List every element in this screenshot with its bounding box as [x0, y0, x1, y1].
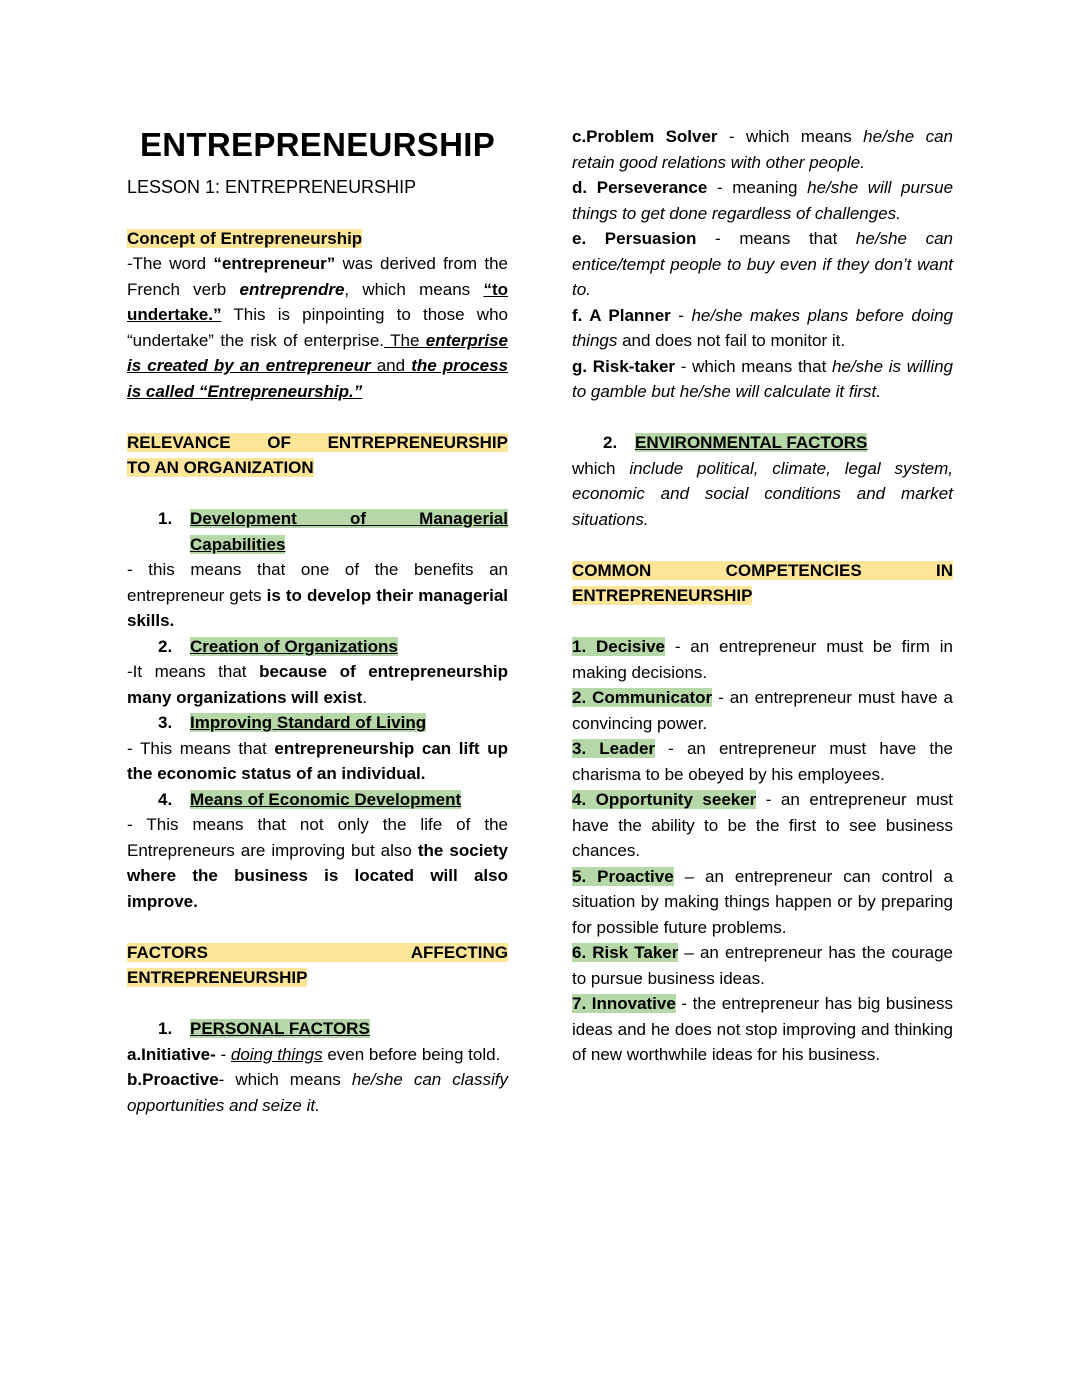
text-span: g. Risk-taker — [572, 356, 676, 376]
para-means-of-economic-development — [127, 812, 508, 914]
heading-concept-of-entrepreneurship — [127, 226, 508, 252]
text-span: “entrepreneur” — [213, 254, 336, 273]
highlighted-text: 6. Risk Taker — [572, 943, 679, 962]
text-span: even before being told. — [322, 1044, 501, 1064]
text-line — [572, 787, 953, 864]
para-problem-solver — [572, 124, 953, 175]
gap — [127, 404, 508, 430]
highlighted-text: Means of Economic Development — [190, 789, 462, 809]
list-heading-development-of-managerial-capabilities — [127, 506, 508, 557]
highlighted-text: ENTREPRENEURSHIP — [127, 968, 308, 987]
text-span: doing things — [230, 1044, 323, 1064]
text-line — [572, 940, 953, 991]
text-line — [572, 456, 953, 533]
highlighted-text: 4. Opportunity seeker — [572, 790, 757, 809]
text-line — [127, 124, 508, 166]
text-span: he/she can retain good relations with other people. — [572, 127, 953, 172]
text-line — [127, 940, 508, 966]
text-line — [572, 583, 953, 609]
list-number: 4. — [158, 789, 173, 809]
text-span: - means that — [696, 229, 856, 248]
text-span: LESSON 1: ENTREPRENEURSHIP — [127, 177, 417, 197]
text-line — [572, 303, 953, 354]
text-span: - which means — [717, 127, 864, 146]
text-span: which — [572, 458, 630, 478]
text-span: d. Perseverance — [572, 178, 708, 197]
text-line — [127, 812, 508, 914]
text-line — [572, 736, 953, 787]
text-span: the process is called — [127, 356, 508, 401]
highlighted-text: Concept of Entrepreneurship — [127, 228, 363, 248]
lesson-subtitle — [127, 174, 508, 200]
text-line — [190, 1016, 508, 1042]
text-line — [572, 354, 953, 405]
text-line — [127, 430, 508, 456]
text-line — [572, 558, 953, 584]
text-line — [190, 787, 508, 813]
text-span: - — [215, 1044, 231, 1064]
gap — [127, 914, 508, 940]
text-line — [572, 634, 953, 685]
text-span: “Entrepreneurship.” — [194, 381, 363, 401]
text-span: - This means that not only the life of the Entrepreneurs are improving but also — [127, 815, 508, 860]
list-heading-environmental-factors — [572, 430, 953, 456]
highlighted-text: ENVIRONMENTAL FACTORS — [635, 433, 868, 452]
text-span: – an entrepreneur has the courage to pursue business ideas. — [572, 943, 953, 988]
list-number: 3. — [158, 713, 173, 732]
competency-leader — [572, 736, 953, 787]
text-span: he/she is willing to gamble but he/she will calculate it first. — [572, 356, 953, 401]
text-span: enterprise is created by an entrepreneur — [127, 330, 508, 375]
text-span: - an entrepreneur must have a convincing power. — [572, 688, 953, 733]
highlighted-text: PERSONAL FACTORS — [190, 1019, 370, 1038]
text-span: - an entrepreneur must be firm in making decisions. — [572, 637, 953, 682]
text-span: a.Initiative- — [127, 1044, 216, 1064]
gap — [572, 405, 953, 431]
text-span: - — [670, 305, 692, 325]
text-span: he/she can classify opportunities and seize it. — [127, 1070, 508, 1115]
gap — [127, 991, 508, 1017]
highlighted-text: Creation of Organizations — [190, 636, 398, 656]
text-span: include political, climate, legal system, economic and social conditions and market situations. — [572, 458, 954, 529]
text-line — [127, 736, 508, 787]
text-span: - this means that one of the benefits an entrepreneur gets — [127, 560, 508, 605]
text-span: is to develop their managerial skills. — [127, 585, 508, 630]
para-risk-taker — [572, 354, 953, 405]
text-line — [127, 226, 508, 252]
highlighted-text: 2. Communicator — [572, 688, 713, 707]
text-span: c.Problem Solver — [572, 127, 718, 146]
list-heading-creation-of-organizations — [127, 634, 508, 660]
text-span: and does not fail to monitor it. — [617, 331, 846, 350]
text-span: he/she can entice/tempt people to buy even if they don’t want to. — [572, 229, 953, 299]
text-span: entreprendre — [239, 279, 345, 299]
para-proactive — [127, 1067, 508, 1118]
text-line — [127, 659, 508, 710]
text-span: -It means that — [127, 662, 260, 681]
text-line — [635, 430, 953, 456]
highlighted-text: 3. Leader — [572, 739, 656, 758]
text-span: - which means — [218, 1070, 352, 1089]
heading-relevance-to-organization — [127, 430, 508, 481]
highlighted-text: 1. Decisive — [572, 637, 665, 656]
text-span: entrepreneurship can lift up the economic status of an individual. — [127, 738, 508, 783]
text-line — [190, 710, 508, 736]
text-span: b.Proactive — [127, 1070, 219, 1089]
document-columns — [127, 124, 953, 1118]
highlighted-text: Development of Managerial — [190, 509, 508, 528]
competency-risk-taker — [572, 940, 953, 991]
text-line — [190, 506, 508, 532]
text-line — [127, 1067, 508, 1118]
para-planner — [572, 303, 953, 354]
text-span: – an entrepreneur can control a situation by making things happen or by preparing for possible future problems. — [572, 866, 954, 937]
text-span: the society where the business is located will also improve. — [127, 840, 508, 911]
list-heading-improving-standard-of-living — [127, 710, 508, 736]
text-span: - an entrepreneur must have the ability to be the first to see business chances. — [572, 790, 953, 860]
text-line — [190, 634, 508, 660]
text-span: The — [384, 330, 426, 350]
main-title — [127, 124, 508, 166]
left-column — [127, 124, 508, 1118]
text-span: was derived from the French verb — [127, 254, 509, 299]
text-span: -The word — [127, 254, 214, 273]
highlighted-text: TO AN ORGANIZATION — [127, 458, 314, 477]
para-persuasion — [572, 226, 953, 303]
text-line — [572, 226, 953, 303]
text-line — [127, 965, 508, 991]
highlighted-text: Improving Standard of Living — [190, 713, 427, 732]
text-span: and — [370, 356, 412, 375]
text-span: f. A Planner — [572, 305, 671, 325]
competency-communicator — [572, 685, 953, 736]
text-line — [127, 251, 508, 404]
text-span: - an entrepreneur must have the charisma to be obeyed by his employees. — [572, 739, 953, 784]
gap — [127, 481, 508, 507]
text-line — [127, 1042, 508, 1068]
gap — [127, 200, 508, 226]
highlighted-text: Capabilities — [190, 534, 286, 554]
list-number: 2. — [158, 636, 173, 656]
text-span: - which means that — [675, 356, 832, 376]
text-span: . — [362, 687, 367, 707]
highlighted-text: 7. Innovative — [572, 994, 676, 1013]
competency-decisive — [572, 634, 953, 685]
text-line — [572, 175, 953, 226]
competency-innovative — [572, 991, 953, 1068]
competency-opportunity-seeker — [572, 787, 953, 864]
list-number: 2. — [603, 433, 618, 452]
para-concept-definition — [127, 251, 508, 404]
para-creation-of-organizations — [127, 659, 508, 710]
list-heading-personal-factors — [127, 1016, 508, 1042]
text-span: , which means — [344, 279, 484, 299]
para-improving-standard-of-living — [127, 736, 508, 787]
text-line — [190, 532, 508, 558]
text-span: - meaning — [707, 178, 808, 197]
para-environmental-factors — [572, 456, 953, 533]
highlighted-text: FACTORS AFFECTING — [127, 942, 508, 962]
text-span: e. Persuasion — [572, 229, 697, 248]
text-line — [572, 864, 953, 941]
text-span: he/she will pursue things to get done regardless of challenges. — [572, 178, 954, 223]
text-span: ENTREPRENEURSHIP — [139, 126, 496, 163]
text-line — [572, 991, 953, 1068]
para-initiative — [127, 1042, 508, 1068]
text-span: because of entrepreneurship many organizations will exist — [127, 662, 508, 707]
heading-common-competencies — [572, 558, 953, 609]
text-span: - This means that — [127, 738, 275, 758]
text-span: This is pinpointing to those who “undertake” the risk of enterprise. — [127, 305, 508, 350]
para-perseverance — [572, 175, 953, 226]
text-line — [127, 174, 508, 200]
list-number: 1. — [158, 1019, 173, 1038]
para-managerial-capabilities — [127, 557, 508, 634]
highlighted-text: RELEVANCE OF ENTREPRENEURSHIP — [127, 432, 508, 452]
text-line — [572, 124, 953, 175]
text-line — [572, 685, 953, 736]
text-span: he/she makes plans before doing things — [572, 305, 953, 350]
right-column — [572, 124, 953, 1068]
list-heading-means-of-economic-development — [127, 787, 508, 813]
list-number: 1. — [158, 509, 173, 528]
gap — [572, 609, 953, 635]
highlighted-text: COMMON COMPETENCIES IN — [572, 560, 953, 580]
gap — [572, 532, 953, 558]
highlighted-text: 5. Proactive — [572, 866, 674, 886]
text-line — [127, 557, 508, 634]
text-span: - the entrepreneur has big business ideas and he does not stop improving and thinking of new worthwhile ideas for his business. — [572, 994, 954, 1064]
text-line — [127, 455, 508, 481]
heading-factors-affecting-entrepreneurship — [127, 940, 508, 991]
highlighted-text: ENTREPRENEURSHIP — [572, 586, 753, 605]
competency-proactive — [572, 864, 953, 941]
text-span: “to undertake.” — [127, 279, 508, 324]
